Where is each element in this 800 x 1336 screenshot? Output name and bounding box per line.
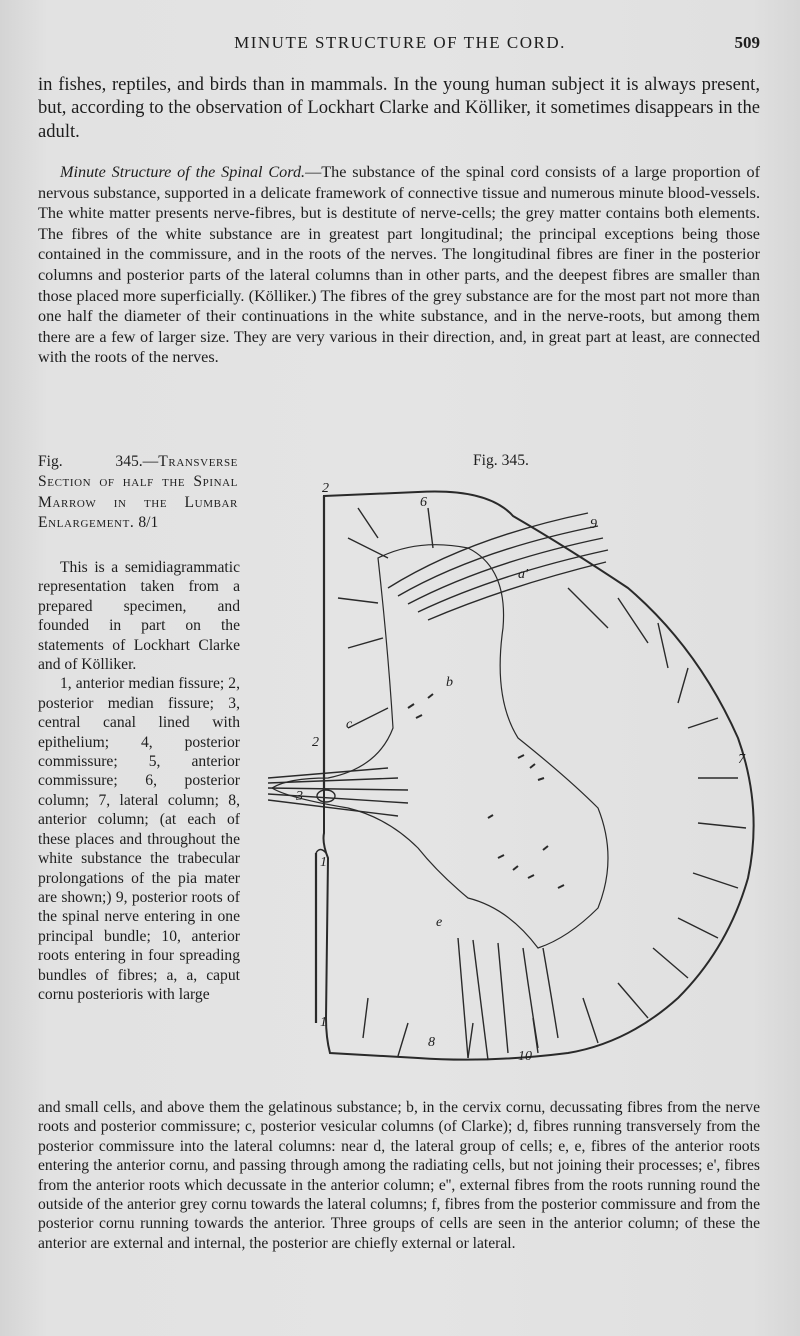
callout-a-prime: a' (518, 567, 528, 582)
running-header (40, 33, 760, 55)
section-paragraph (38, 162, 760, 368)
section-heading: Minute Structure of the Spinal Cord. (60, 163, 306, 181)
description-intro: This is a semidiagrammatic representation taken from a prepared specimen, and founded in part on the statements of Lockhart Clarke and of Kölliker. (38, 559, 240, 674)
description-legend: 1, anterior median fissure; 2, posterior median fissure; 3, central canal lined with epithelium; 4, posterior commissure; 5, anterior commissure; 6, posterior column; 7, lateral column; 8, anterior column; (at each of these places and throughout the white substance the trabecular prolongations of the pia mater are shown;) 9, posterior roots of the spinal nerve entering in one principal bundle; 10, anterior roots entering in four spreading bundles of fibres; a, a, caput cornu posterioris with large (38, 675, 240, 1003)
description-continued: and small cells, and above them the gelatinous substance; b, in the cervix cornu, decussating fibres from the nerve roots and posterior commissure; c, posterior vesicular columns (of Clarke); d, fibres running transversely from the posterior commissure into the lateral columns: near d, the lateral group of cells; e, e, fibres of the anterior roots entering the anterior cornu, and passing through among the radiating cells, but not joining their processes; e', fibres from the anterior roots which decussate in the anterior column; e'', external fibres from the roots running round the outside of the anterior grey cornu towards the lateral columns; f, fibres from the posterior commissure and from the posterior cornu running towards the anterior. Three groups of cells are seen in the anterior column; of these the anterior are external and internal, the posterior are chiefly external or lateral. (38, 1099, 760, 1252)
lead-paragraph: in fishes, reptiles, and birds than in mammals. In the young human subject it is always present, but, according to the observation of Lockhart Clarke and Kölliker, it sometimes disappears in the adult. (38, 74, 760, 142)
figure-description (38, 558, 240, 1004)
figure-label: Fig. 345. (473, 452, 529, 469)
callout-3: 3 (296, 789, 303, 804)
caption-title: Transverse Section of half the Spinal Marrow in the Lumbar Enlargement. (38, 453, 238, 532)
callout-6: 6 (420, 495, 427, 510)
callout-9: 9 (590, 517, 597, 532)
callout-10: 10 (518, 1049, 532, 1064)
page-number: 509 (734, 33, 760, 52)
callout-1-bottom: 1 (320, 1015, 327, 1030)
callout-2-top: 2 (322, 481, 329, 496)
spinal-cord-illustration (268, 478, 758, 1068)
figure-caption (38, 452, 238, 534)
callout-8: 8 (428, 1035, 435, 1050)
callout-2-mid: 2 (312, 735, 319, 750)
caption-number: Fig. 345.— (38, 453, 159, 470)
running-title: MINUTE STRUCTURE OF THE CORD. (234, 33, 566, 52)
caption-magnification: 8/1 (138, 514, 159, 532)
callout-7: 7 (738, 752, 745, 767)
callout-e: e (436, 915, 443, 930)
callout-b: b (446, 675, 453, 690)
callout-1-top: 1 (320, 855, 327, 870)
section-body: —The substance of the spinal cord consists of a large proportion of nervous substance, supported in a delicate framework of connective tissue and numerous minute blood-vessels. The white matter presents nerve-fibres, but is destitute of nerve-cells; the grey matter contains both elements. The fibres of the white substance are in greatest part longitudinal; the principal exceptions being those contained in the commissure, and in the roots of the nerves. The longitudinal fibres are finer in the posterior columns and posterior parts of the lateral columns than in other parts, and the deepest fibres are smaller than those placed more superficially. (Kölliker.) The fibres of the grey substance are for the most part not more than one half the diameter of their continuations in the white substance, and in the nerve-roots, but among them there are a few of larger size. They are very various in their direction, and, in great part at least, are connected with the roots of the nerves. (38, 163, 760, 367)
callout-c: c (346, 717, 353, 732)
